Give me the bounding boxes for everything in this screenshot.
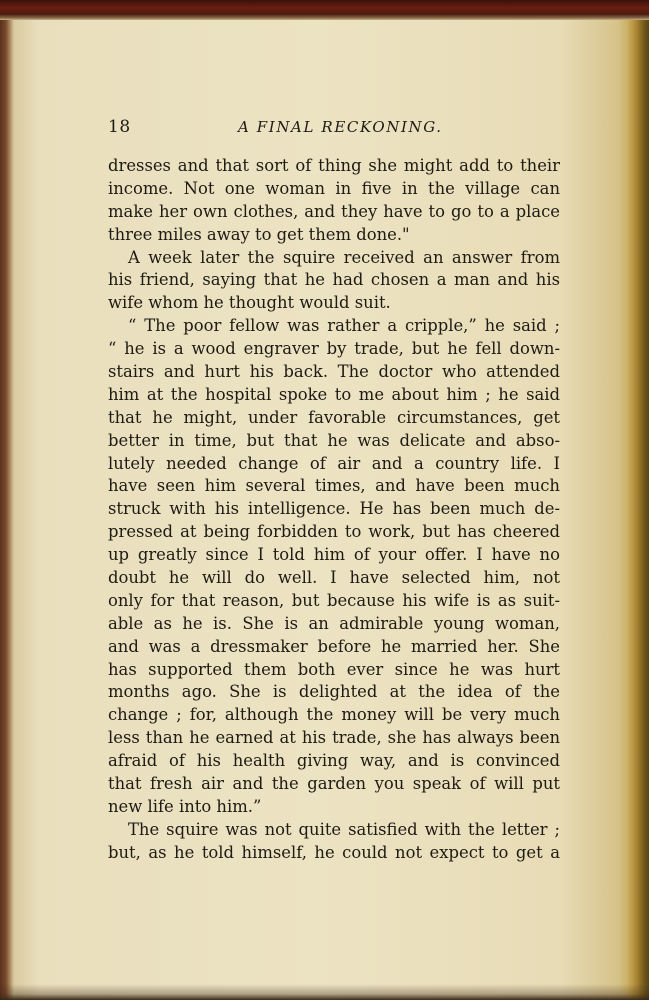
text-line: that fresh air and the garden you speak of will put: [108, 774, 560, 794]
text-line: has supported them both ever since he was hurt: [108, 659, 560, 679]
text-line: stairs and hurt his back. The doctor who attended: [108, 362, 560, 382]
paragraph-first-line: A week later the squire received an answer from: [128, 247, 560, 267]
text-line: make her own clothes, and they have to go to a place: [108, 201, 560, 221]
text-line: have seen him several times, and have been much: [108, 476, 560, 496]
text-line: wife whom he thought would suit.: [108, 293, 391, 313]
text-line: and was a dressmaker before he married her. She: [108, 636, 560, 656]
text-line: lutely needed change of air and a country life. I: [108, 453, 560, 473]
text-line: struck with his intelligence. He has been much de-: [108, 499, 560, 519]
paragraph-first-line: The squire was not quite satisfied with the letter ;: [128, 819, 560, 839]
body-text: [108, 155, 560, 865]
text-line: less than he earned at his trade, she has always been: [108, 728, 560, 748]
text-line: change ; for, although the money will be very much: [108, 705, 560, 725]
page-number: 18: [108, 117, 131, 137]
text-line: income. Not one woman in five in the village can: [108, 178, 560, 198]
text-line: doubt he will do well. I have selected him, not: [108, 568, 560, 588]
running-title: A FINAL RECKONING.: [238, 118, 443, 136]
text-line: only for that reason, but because his wife is as suit-: [108, 590, 560, 610]
text-line: afraid of his health giving way, and is convinced: [108, 751, 560, 771]
text-line: his friend, saying that he had chosen a man and his: [108, 270, 560, 290]
text-line: him at the hospital spoke to me about him ; he said: [108, 384, 560, 404]
text-line: months ago. She is delighted at the idea of the: [108, 682, 560, 702]
page-bottom-shadow: [0, 984, 649, 1000]
text-line: new life into him.”: [108, 796, 262, 816]
text-line: better in time, but that he was delicate and abso-: [108, 430, 560, 450]
text-line: up greatly since I told him of your offer. I have no: [108, 545, 560, 565]
text-line: that he might, under favorable circumstances, get: [108, 407, 560, 427]
text-line: pressed at being forbidden to work, but has cheered: [108, 522, 560, 542]
running-head: [108, 114, 558, 140]
paragraph-first-line: “ The poor fellow was rather a cripple,” he said ;: [128, 316, 560, 336]
text-line: dresses and that sort of thing she might add to their: [108, 156, 560, 175]
text-line: able as he is. She is an admirable young woman,: [108, 613, 560, 633]
text-line: but, as he told himself, he could not expect to get a: [108, 842, 560, 862]
text-line: three miles away to get them done.": [108, 224, 410, 244]
text-line: “ he is a wood engraver by trade, but he fell down-: [108, 339, 560, 359]
